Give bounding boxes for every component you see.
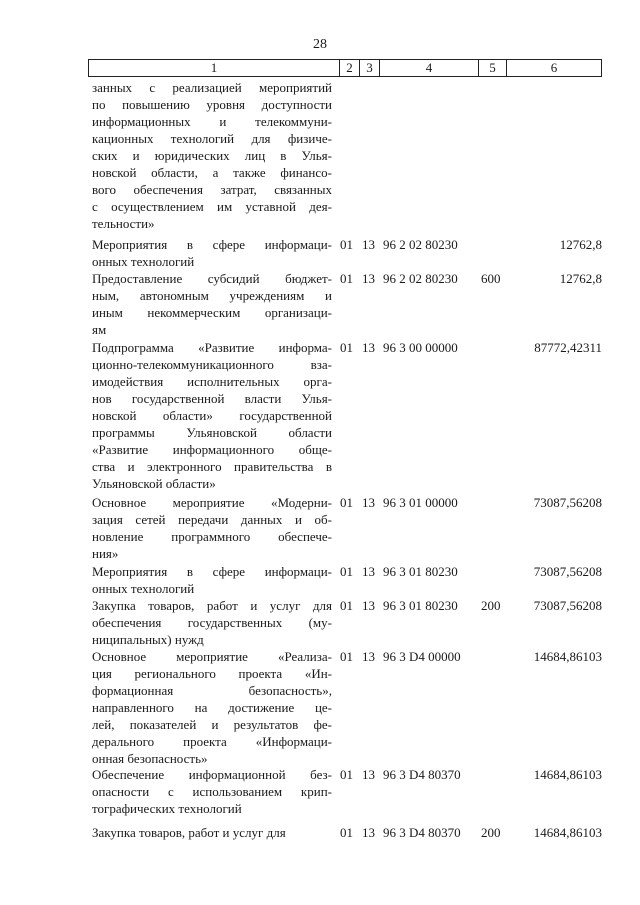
description-line: иным некоммерческим организаци-	[92, 305, 332, 320]
amount: 14684,86103	[533, 825, 602, 840]
target-article-code: 96 2 02 80230	[383, 271, 458, 286]
description-line: опасности с использованием крип-	[92, 784, 332, 799]
expense-type-code: 600	[481, 271, 501, 286]
section-code: 01	[340, 767, 353, 782]
description-line: ным, автономным учреждениям и	[92, 288, 332, 303]
target-article-code: 96 3 00 00000	[383, 340, 458, 355]
amount: 12762,8	[559, 237, 602, 252]
description-line: тографических технологий	[92, 801, 242, 816]
section-code: 01	[340, 271, 353, 286]
expense-type-code: 200	[481, 598, 501, 613]
header-col-3: 3	[360, 60, 380, 76]
description-line: онная безопасность»	[92, 751, 208, 766]
row-description	[92, 597, 332, 648]
section-code: 01	[340, 598, 353, 613]
description-line: кационных технологий для физиче-	[92, 131, 332, 146]
description-line: Ульяновской области»	[92, 476, 216, 491]
amount: 73087,56208	[533, 598, 602, 613]
target-article-code: 96 3 D4 00000	[383, 649, 461, 664]
description-line: Подпрограмма «Развитие информа-	[92, 340, 332, 355]
subsection-code: 13	[362, 649, 375, 664]
amount: 12762,8	[559, 271, 602, 286]
description-line: нов государственной власти Улья-	[92, 391, 332, 406]
description-line: Закупка товаров, работ и услуг для	[92, 598, 332, 613]
subsection-code: 13	[362, 495, 375, 510]
description-line: ям	[92, 322, 107, 337]
description-line: по повышению уровня доступности	[92, 97, 332, 112]
row-description	[92, 648, 332, 767]
section-code: 01	[340, 825, 353, 840]
description-line: Основное мероприятие «Модерни-	[92, 495, 332, 510]
target-article-code: 96 3 D4 80370	[383, 825, 461, 840]
target-article-code: 96 2 02 80230	[383, 237, 458, 252]
section-code: 01	[340, 340, 353, 355]
amount: 73087,56208	[533, 495, 602, 510]
description-line: Основное мероприятие «Реализа-	[92, 649, 332, 664]
subsection-code: 13	[362, 825, 375, 840]
table-header	[88, 59, 602, 77]
description-line: занных с реализацией мероприятий	[92, 80, 332, 95]
section-code: 01	[340, 495, 353, 510]
description-line: ниципальных) нужд	[92, 632, 204, 647]
subsection-code: 13	[362, 271, 375, 286]
section-code: 01	[340, 564, 353, 579]
target-article-code: 96 3 01 80230	[383, 598, 458, 613]
description-line: имодействия исполнительных орга-	[92, 374, 332, 389]
description-line: обеспечения государственных (му-	[92, 615, 332, 630]
row-description	[92, 236, 332, 270]
target-article-code: 96 3 01 00000	[383, 495, 458, 510]
description-line: «Развитие информационного обще-	[92, 442, 332, 457]
subsection-code: 13	[362, 564, 375, 579]
amount: 73087,56208	[533, 564, 602, 579]
page-number: 28	[313, 37, 327, 52]
header-col-1: 1	[89, 60, 340, 76]
description-line: с осуществлением им уставной дея-	[92, 199, 332, 214]
header-col-4: 4	[380, 60, 479, 76]
row-description	[92, 563, 332, 597]
header-col-2: 2	[340, 60, 360, 76]
amount: 14684,86103	[533, 767, 602, 782]
description-line: информационных и телекоммуни-	[92, 114, 332, 129]
description-line: лей, показателей и результатов фе-	[92, 717, 332, 732]
description-line: тельности»	[92, 216, 155, 231]
row-description	[92, 339, 332, 492]
subsection-code: 13	[362, 237, 375, 252]
description-line: Предоставление субсидий бюджет-	[92, 271, 332, 286]
target-article-code: 96 3 D4 80370	[383, 767, 461, 782]
description-line: Закупка товаров, работ и услуг для	[92, 825, 286, 840]
description-line: ства и электронного правительства в	[92, 459, 332, 474]
section-code: 01	[340, 649, 353, 664]
row-description	[92, 766, 332, 817]
row-description	[92, 494, 332, 562]
description-line: формационная безопасность»,	[92, 683, 332, 698]
header-col-6: 6	[550, 60, 558, 75]
amount: 87772,42311	[534, 340, 602, 355]
row-description	[92, 824, 332, 841]
row-description	[92, 79, 332, 232]
description-line: программы Ульяновской области	[92, 425, 332, 440]
subsection-code: 13	[362, 598, 375, 613]
subsection-code: 13	[362, 767, 375, 782]
subsection-code: 13	[362, 340, 375, 355]
target-article-code: 96 3 01 80230	[383, 564, 458, 579]
section-code: 01	[340, 237, 353, 252]
description-line: вого обеспечения затрат, связанных	[92, 182, 332, 197]
amount: 14684,86103	[533, 649, 602, 664]
row-description	[92, 270, 332, 338]
description-line: ция регионального проекта «Ин-	[92, 666, 332, 681]
description-line: Мероприятия в сфере информаци-	[92, 564, 332, 579]
description-line: ния»	[92, 546, 119, 561]
description-line: дерального проекта «Информаци-	[92, 734, 332, 749]
header-col-5: 5	[479, 60, 507, 76]
description-line: Обеспечение информационной без-	[92, 767, 332, 782]
description-line: ских и юридических лиц в Улья-	[92, 148, 332, 163]
description-line: новской области» государственной	[92, 408, 332, 423]
description-line: новской области, а также финансо-	[92, 165, 332, 180]
description-line: онных технологий	[92, 254, 195, 269]
description-line: направленного на достижение це-	[92, 700, 332, 715]
description-line: Мероприятия в сфере информаци-	[92, 237, 332, 252]
description-line: онных технологий	[92, 581, 195, 596]
description-line: ционно-телекоммуникационного вза-	[92, 357, 332, 372]
description-line: зация сетей передачи данных и об-	[92, 512, 332, 527]
expense-type-code: 200	[481, 825, 501, 840]
description-line: новление программного обеспече-	[92, 529, 332, 544]
